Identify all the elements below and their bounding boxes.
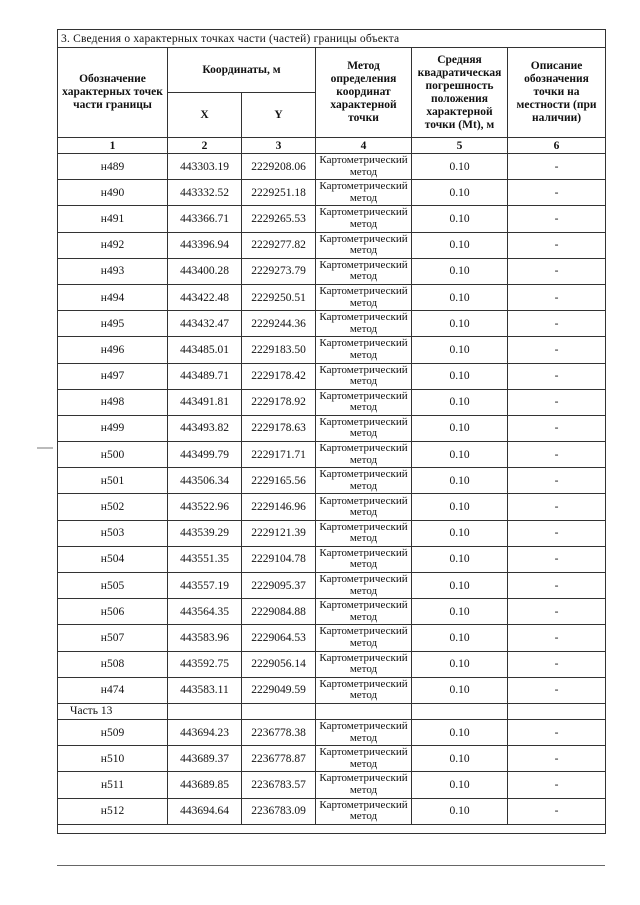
error-mt: 0.10 [412, 232, 508, 258]
error-mt: 0.10 [412, 677, 508, 703]
y-coordinate: 2229049.59 [242, 677, 316, 703]
method: Картометрический метод [316, 546, 412, 572]
table-row [58, 311, 606, 337]
description: - [508, 746, 606, 772]
point-id: н502 [58, 494, 168, 520]
column-number: 3 [242, 138, 316, 154]
method: Картометрический метод [316, 311, 412, 337]
error-mt: 0.10 [412, 363, 508, 389]
method: Картометрический метод [316, 284, 412, 310]
description: - [508, 415, 606, 441]
table-row [58, 798, 606, 824]
header-row [58, 48, 606, 93]
empty-row [58, 824, 606, 833]
error-mt: 0.10 [412, 599, 508, 625]
method: Картометрический метод [316, 520, 412, 546]
point-id: н506 [58, 599, 168, 625]
method: Картометрический метод [316, 677, 412, 703]
y-coordinate: 2229095.37 [242, 573, 316, 599]
point-id: н494 [58, 284, 168, 310]
error-mt: 0.10 [412, 389, 508, 415]
empty-cell [58, 824, 606, 833]
method: Картометрический метод [316, 651, 412, 677]
table-row [58, 284, 606, 310]
method: Картометрический метод [316, 258, 412, 284]
method: Картометрический метод [316, 772, 412, 798]
method: Картометрический метод [316, 798, 412, 824]
y-coordinate: 2229121.39 [242, 520, 316, 546]
description: - [508, 573, 606, 599]
table-row [58, 772, 606, 798]
description: - [508, 625, 606, 651]
empty-cell [242, 703, 316, 719]
column-number: 1 [58, 138, 168, 154]
error-mt: 0.10 [412, 625, 508, 651]
table-row [58, 599, 606, 625]
table-row [58, 625, 606, 651]
y-coordinate: 2229084.88 [242, 599, 316, 625]
table-row [58, 389, 606, 415]
method: Картометрический метод [316, 232, 412, 258]
section-title: 3. Сведения о характерных точках части (частей) границы объекта [58, 30, 606, 48]
y-coordinate: 2229104.78 [242, 546, 316, 572]
y-coordinate: 2229178.63 [242, 415, 316, 441]
error-mt: 0.10 [412, 337, 508, 363]
point-id: н491 [58, 206, 168, 232]
y-coordinate: 2229265.53 [242, 206, 316, 232]
y-coordinate: 2236778.87 [242, 746, 316, 772]
table-row [58, 573, 606, 599]
header-method: Метод определения координат характерной точки [316, 48, 412, 138]
table-row [58, 494, 606, 520]
error-mt: 0.10 [412, 520, 508, 546]
footer-divider [57, 865, 605, 866]
error-mt: 0.10 [412, 311, 508, 337]
error-mt: 0.10 [412, 746, 508, 772]
point-id: н474 [58, 677, 168, 703]
method: Картометрический метод [316, 719, 412, 745]
boundary-points-table [57, 29, 606, 834]
error-mt: 0.10 [412, 494, 508, 520]
y-coordinate: 2229064.53 [242, 625, 316, 651]
x-coordinate: 443366.71 [168, 206, 242, 232]
table-row [58, 258, 606, 284]
y-coordinate: 2229178.42 [242, 363, 316, 389]
header-x: X [168, 93, 242, 138]
point-id: н510 [58, 746, 168, 772]
x-coordinate: 443564.35 [168, 599, 242, 625]
table-row [58, 232, 606, 258]
method: Картометрический метод [316, 494, 412, 520]
description: - [508, 651, 606, 677]
y-coordinate: 2229183.50 [242, 337, 316, 363]
method: Картометрический метод [316, 625, 412, 651]
table-row [58, 546, 606, 572]
table-row [58, 651, 606, 677]
method: Картометрический метод [316, 468, 412, 494]
point-id: н495 [58, 311, 168, 337]
x-coordinate: 443689.37 [168, 746, 242, 772]
point-id: н490 [58, 180, 168, 206]
x-coordinate: 443522.96 [168, 494, 242, 520]
description: - [508, 719, 606, 745]
error-mt: 0.10 [412, 442, 508, 468]
method: Картометрический метод [316, 599, 412, 625]
description: - [508, 442, 606, 468]
description: - [508, 772, 606, 798]
column-numbers-row [58, 138, 606, 154]
description: - [508, 599, 606, 625]
table-row [58, 442, 606, 468]
y-coordinate: 2236783.09 [242, 798, 316, 824]
description: - [508, 311, 606, 337]
part-row [58, 703, 606, 719]
y-coordinate: 2229273.79 [242, 258, 316, 284]
column-number: 2 [168, 138, 242, 154]
point-id: н512 [58, 798, 168, 824]
description: - [508, 232, 606, 258]
point-id: н497 [58, 363, 168, 389]
table-row [58, 677, 606, 703]
error-mt: 0.10 [412, 546, 508, 572]
x-coordinate: 443400.28 [168, 258, 242, 284]
header-coordinates: Координаты, м [168, 48, 316, 93]
table-row [58, 337, 606, 363]
error-mt: 0.10 [412, 468, 508, 494]
x-coordinate: 443422.48 [168, 284, 242, 310]
method: Картометрический метод [316, 415, 412, 441]
description: - [508, 677, 606, 703]
error-mt: 0.10 [412, 180, 508, 206]
empty-cell [508, 703, 606, 719]
error-mt: 0.10 [412, 206, 508, 232]
header-designation: Обозначение характерных точек части границы [58, 48, 168, 138]
point-id: н499 [58, 415, 168, 441]
table-row [58, 154, 606, 180]
description: - [508, 154, 606, 180]
x-coordinate: 443694.64 [168, 798, 242, 824]
y-coordinate: 2229277.82 [242, 232, 316, 258]
point-id: н493 [58, 258, 168, 284]
method: Картометрический метод [316, 573, 412, 599]
point-id: н511 [58, 772, 168, 798]
x-coordinate: 443506.34 [168, 468, 242, 494]
point-id: н500 [58, 442, 168, 468]
x-coordinate: 443491.81 [168, 389, 242, 415]
y-coordinate: 2229056.14 [242, 651, 316, 677]
error-mt: 0.10 [412, 798, 508, 824]
point-id: н503 [58, 520, 168, 546]
scan-artifact [37, 447, 53, 449]
x-coordinate: 443432.47 [168, 311, 242, 337]
y-coordinate: 2229251.18 [242, 180, 316, 206]
description: - [508, 494, 606, 520]
point-id: н489 [58, 154, 168, 180]
empty-cell [412, 703, 508, 719]
y-coordinate: 2229250.51 [242, 284, 316, 310]
table-row [58, 520, 606, 546]
y-coordinate: 2229178.92 [242, 389, 316, 415]
table-row [58, 746, 606, 772]
error-mt: 0.10 [412, 573, 508, 599]
column-number: 4 [316, 138, 412, 154]
table-row [58, 719, 606, 745]
point-id: н498 [58, 389, 168, 415]
header-error: Средняя квадратическая погрешность положения характерной точки (Mt), м [412, 48, 508, 138]
header-description: Описание обозначения точки на местности (при наличии) [508, 48, 606, 138]
x-coordinate: 443557.19 [168, 573, 242, 599]
description: - [508, 389, 606, 415]
error-mt: 0.10 [412, 154, 508, 180]
empty-cell [316, 703, 412, 719]
x-coordinate: 443485.01 [168, 337, 242, 363]
method: Картометрический метод [316, 389, 412, 415]
section-title-row [58, 30, 606, 48]
point-id: н509 [58, 719, 168, 745]
error-mt: 0.10 [412, 258, 508, 284]
point-id: н492 [58, 232, 168, 258]
y-coordinate: 2229165.56 [242, 468, 316, 494]
x-coordinate: 443493.82 [168, 415, 242, 441]
description: - [508, 468, 606, 494]
error-mt: 0.10 [412, 415, 508, 441]
description: - [508, 284, 606, 310]
point-id: н496 [58, 337, 168, 363]
error-mt: 0.10 [412, 284, 508, 310]
table-row [58, 415, 606, 441]
method: Картометрический метод [316, 206, 412, 232]
column-number: 6 [508, 138, 606, 154]
y-coordinate: 2236783.57 [242, 772, 316, 798]
x-coordinate: 443332.52 [168, 180, 242, 206]
table-row [58, 363, 606, 389]
error-mt: 0.10 [412, 719, 508, 745]
method: Картометрический метод [316, 442, 412, 468]
part-label: Часть 13 [58, 703, 168, 719]
method: Картометрический метод [316, 337, 412, 363]
table-row [58, 468, 606, 494]
table-row [58, 206, 606, 232]
x-coordinate: 443303.19 [168, 154, 242, 180]
description: - [508, 258, 606, 284]
x-coordinate: 443396.94 [168, 232, 242, 258]
y-coordinate: 2229146.96 [242, 494, 316, 520]
table-row [58, 180, 606, 206]
error-mt: 0.10 [412, 651, 508, 677]
y-coordinate: 2236778.38 [242, 719, 316, 745]
x-coordinate: 443689.85 [168, 772, 242, 798]
error-mt: 0.10 [412, 772, 508, 798]
description: - [508, 520, 606, 546]
x-coordinate: 443539.29 [168, 520, 242, 546]
x-coordinate: 443592.75 [168, 651, 242, 677]
description: - [508, 337, 606, 363]
x-coordinate: 443583.96 [168, 625, 242, 651]
description: - [508, 546, 606, 572]
y-coordinate: 2229171.71 [242, 442, 316, 468]
description: - [508, 206, 606, 232]
point-id: н508 [58, 651, 168, 677]
method: Картометрический метод [316, 154, 412, 180]
point-id: н501 [58, 468, 168, 494]
empty-cell [168, 703, 242, 719]
y-coordinate: 2229244.36 [242, 311, 316, 337]
header-y: Y [242, 93, 316, 138]
description: - [508, 798, 606, 824]
description: - [508, 180, 606, 206]
point-id: н507 [58, 625, 168, 651]
description: - [508, 363, 606, 389]
x-coordinate: 443499.79 [168, 442, 242, 468]
method: Картометрический метод [316, 363, 412, 389]
point-id: н505 [58, 573, 168, 599]
method: Картометрический метод [316, 746, 412, 772]
x-coordinate: 443489.71 [168, 363, 242, 389]
x-coordinate: 443694.23 [168, 719, 242, 745]
column-number: 5 [412, 138, 508, 154]
coordinates-document [57, 29, 605, 834]
x-coordinate: 443551.35 [168, 546, 242, 572]
x-coordinate: 443583.11 [168, 677, 242, 703]
point-id: н504 [58, 546, 168, 572]
method: Картометрический метод [316, 180, 412, 206]
y-coordinate: 2229208.06 [242, 154, 316, 180]
